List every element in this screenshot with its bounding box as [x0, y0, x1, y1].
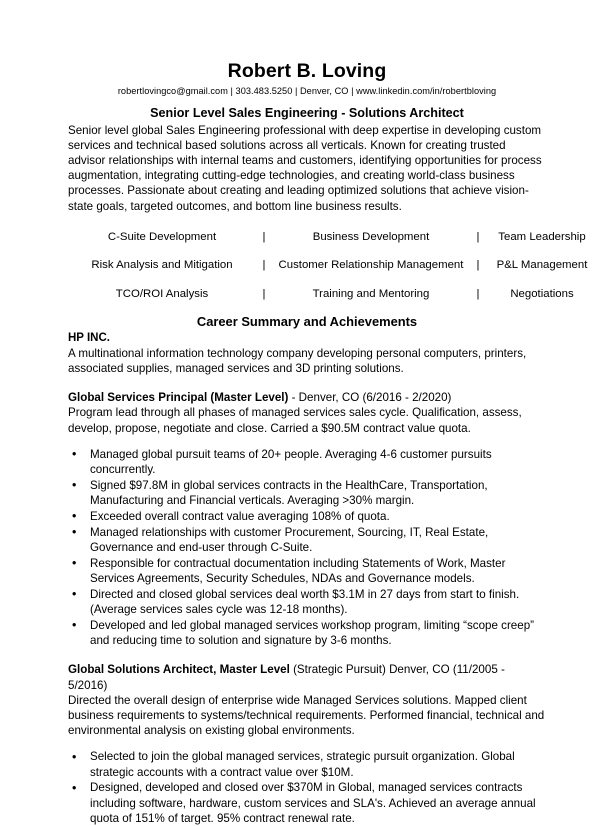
job-title: Global Services Principal (Master Level) [68, 391, 289, 405]
company-name: HP INC. [68, 332, 110, 345]
skill-cell: P&L Management [496, 259, 588, 272]
list-item: • Developed and led global managed services workshop program, limiting “scope creep” and reducing time to solution and signature by 3-6 months. [68, 618, 546, 649]
job-title-line [68, 390, 546, 405]
table-row [68, 281, 598, 310]
professional-summary: Senior level global Sales Engineering professional with deep expertise in developing custom services and technical based solutions across all verticals. Known for creating trusted advisor relationships with internal teams and customers, identifying opportunities for process augmentation, integrating cutting-edge technologies, and creating world-class business processes. Passionate about creating and leading optimized solutions that achieve vision-state goals, targeted outcomes, and bottom line business results. [68, 124, 542, 213]
table-row [68, 224, 598, 253]
career-summary-heading: Career Summary and Achievements [196, 313, 418, 329]
skill-separator: | [262, 259, 266, 272]
job-achievements-list [68, 447, 546, 649]
skill-cell: Business Development [312, 230, 430, 243]
core-competencies-table [68, 224, 598, 310]
list-item: • Signed $97.8M in global services contracts in the HealthCare, Transportation, Manufacturing and Financial verticals. Averaging >30% margin. [68, 478, 546, 509]
skill-cell: Risk Analysis and Mitigation [91, 259, 233, 272]
job-achievements-list [68, 749, 546, 826]
list-item: • Directed and closed global services deal worth $3.1M in 27 days from start to finish. (Average services sales cycle was 12-18 months). [68, 587, 546, 618]
contact-line: robertlovingco@gmail.com | 303.483.5250 | Denver, CO | www.linkedin.com/in/robertbloving [117, 86, 497, 97]
skill-separator: | [476, 230, 480, 243]
list-item: • Managed relationships with customer Procurement, Sourcing, IT, Real Estate, Governance and end-user through C-Suite. [68, 525, 546, 556]
job-location-dates: (Strategic Pursuit) Denver, CO (11/2005 - 5/2016) [68, 663, 505, 692]
job-entry-1 [68, 390, 546, 648]
job-entry-2 [68, 662, 546, 826]
list-item: • Exceeded overall contract value averaging 108% of quota. [68, 509, 546, 524]
headline-title: Senior Level Sales Engineering - Solutions Architect [150, 106, 464, 121]
job-title-line [68, 662, 546, 693]
job-title: Global Solutions Architect, Master Level [68, 663, 290, 677]
skill-cell: Customer Relationship Management [278, 259, 464, 272]
skill-separator: | [476, 287, 480, 300]
skill-cell: Training and Mentoring [312, 287, 430, 300]
skill-separator: | [476, 259, 480, 272]
page-title: Robert B. Loving [227, 60, 387, 82]
job-description: Directed the overall design of enterprise wide Managed Services solutions. Mapped client business requirements to systems/technical requirements. Performed financial, technical and environmental analysis on existing global environments. [68, 694, 545, 738]
skill-cell: TCO/ROI Analysis [115, 287, 209, 300]
list-item: • Designed, developed and closed over $370M in Global, managed services contracts including software, hardware, custom services and SLA's. Achieved an average annual quota of 151% of target. 95% contract renewal rate. [68, 780, 546, 826]
job-description: Program lead through all phases of managed services sales cycle. Qualification, assess, develop, propose, negotiate and close. Carried a $90.5M contract value quota. [68, 406, 522, 435]
list-item: • Responsible for contractual documentation including Statements of Work, Master Services Agreements, Security Schedules, NDAs and Governance models. [68, 556, 546, 587]
skill-cell: C-Suite Development [107, 230, 217, 243]
skill-cell: Negotiations [510, 287, 574, 300]
skill-separator: | [262, 230, 266, 243]
skill-separator: | [262, 287, 266, 300]
job-location-dates: - Denver, CO (6/2016 - 2/2020) [288, 391, 452, 405]
list-item: • Selected to join the global managed services, strategic pursuit organization. Global strategic accounts with a contract value over $10M. [68, 749, 546, 780]
company-description: A multinational information technology company developing personal computers, printers, associated supplies, managed services and 3D printing solutions. [68, 347, 527, 376]
table-row [68, 252, 598, 281]
list-item: • Managed global pursuit teams of 20+ people. Averaging 4-6 customer pursuits concurrently. [68, 447, 546, 478]
skill-cell: Team Leadership [498, 230, 586, 243]
